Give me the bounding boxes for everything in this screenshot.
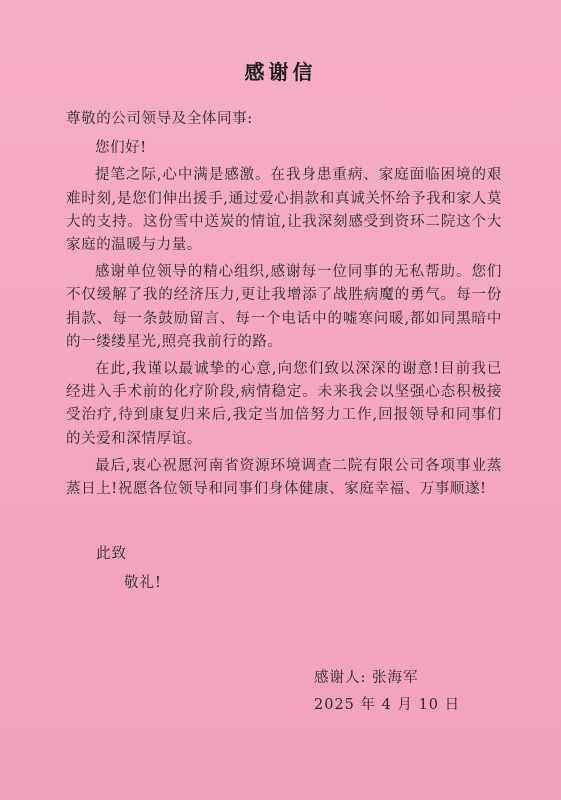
letter-date: 2025 年 4 月 10 日 [314, 697, 461, 713]
closing-line-2: 敬礼! [124, 575, 162, 591]
closing-line-1: 此致 [96, 546, 127, 562]
paragraph-3: 在此,我谨以最诚挚的心意,向您们致以深深的谢意!目前我已经进入手术前的化疗阶段,病情稳定。未来我会以坚强心态积极接受治疗,待到康复归来后,我定当加倍努力工作,回报领导和同事们的关爱和深情厚谊。 [66, 361, 502, 447]
signer: 感谢人: 张海军 [314, 670, 419, 686]
letter-title: 感谢信 [244, 60, 317, 84]
paragraph-4: 最后,衷心祝愿河南省资源环境调查二院有限公司各项事业蒸蒸日上!祝愿各位领导和同事们身体健康、家庭幸福、万事顺遂! [66, 457, 502, 498]
letter-body [66, 108, 502, 501]
paragraph-1: 提笔之际,心中满是感激。在我身患重病、家庭面临困境的艰难时刻,是您们伸出援手,通过爱心捐款和真诚关怀给予我和家人莫大的支持。这份雪中送炭的情谊,让我深刻感受到资环二院这个大家庭的温暖与力量。 [66, 167, 502, 254]
salutation: 尊敬的公司领导及全体同事: [66, 111, 253, 127]
paragraph-2: 感谢单位领导的精心组织,感谢每一位同事的无私帮助。您们不仅缓解了我的经济压力,更让我增添了战胜病魔的勇气。每一份捐款、每一条鼓励留言、每一个电话中的嘘寒问暖,都如同黑暗中的一缕缕星光,照亮我前行的路。 [66, 264, 502, 350]
greeting: 您们好! [95, 140, 147, 157]
